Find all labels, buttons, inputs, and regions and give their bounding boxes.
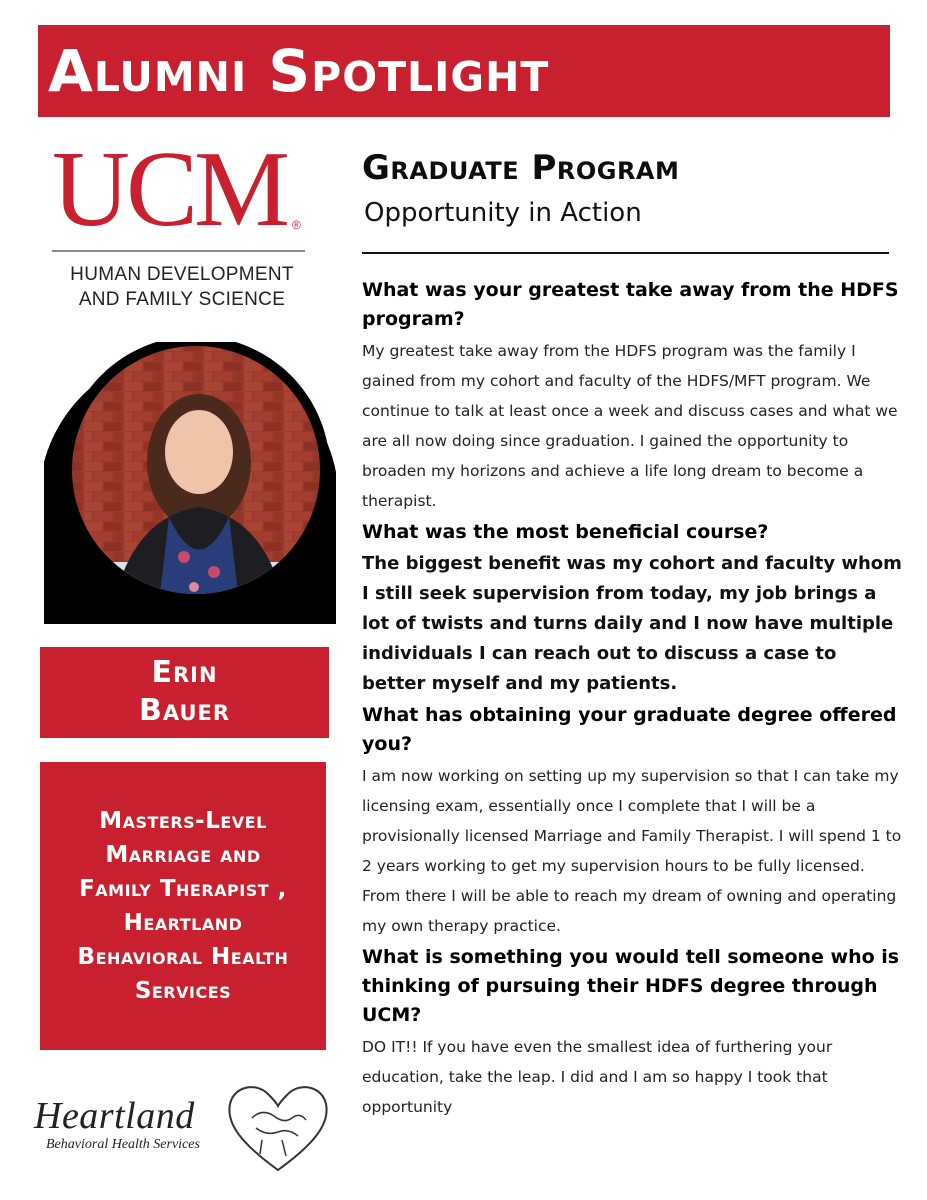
role-line: Masters-Level xyxy=(99,808,267,834)
heartland-logo xyxy=(28,1078,338,1178)
question: What has obtaining your graduate degree offered you? xyxy=(362,704,897,755)
last-name: Bauer xyxy=(138,693,231,728)
role-line: Family Therapist , xyxy=(79,876,287,902)
section-divider xyxy=(362,252,889,254)
answer: My greatest take away from the HDFS program was the family I gained from my cohort and faculty of the HDFS/MFT program. We continue to talk at least once a week and discuss cases and what we are all now doing since graduation. I gained the opportunity to broaden my horizons and achieve a life long dream to become a therapist. xyxy=(362,342,898,510)
profile-photo xyxy=(44,342,336,624)
ucm-logo: UCM xyxy=(52,130,287,249)
banner-title: Alumni Spotlight xyxy=(48,37,550,105)
logo-divider xyxy=(52,250,305,252)
role-line: Behavioral Health xyxy=(77,944,289,970)
heartland-tagline: Behavioral Health Services xyxy=(46,1137,200,1152)
answer: DO IT!! If you have even the smallest idea of furthering your education, take the leap. I did and I am so happy I took that opportunity xyxy=(362,1038,833,1116)
alumni-name-card xyxy=(40,647,329,738)
section-subtitle: Opportunity in Action xyxy=(364,198,642,228)
question: What is something you would tell someone who is thinking of pursuing their HDFS degree through UCM? xyxy=(362,946,900,1026)
answer: The biggest benefit was my cohort and faculty whom I still seek supervision from today, my job brings a lot of twists and turns daily and I now have multiple individuals I can reach out to discuss a case to better myself and my patients. xyxy=(362,553,902,694)
qa-section xyxy=(362,276,902,1124)
registered-mark: ® xyxy=(292,218,301,232)
department-name: HUMAN DEVELOPMENT AND FAMILY SCIENCE xyxy=(70,264,294,310)
role-line: Heartland xyxy=(123,910,243,936)
heartland-name: Heartland xyxy=(34,1095,195,1137)
section-title: Graduate Program xyxy=(362,148,680,188)
question: What was your greatest take away from the HDFS program? xyxy=(362,279,899,330)
title-banner xyxy=(38,25,890,117)
portrait-image xyxy=(44,342,336,624)
role-line: Marriage and xyxy=(105,842,261,868)
answer: I am now working on setting up my supervision so that I can take my licensing exam, essentially once I complete that I will be a provisionally licensed Marriage and Family Therapist. I will spend 1 to 2 years working to get my supervision hours to be fully licensed. From there I will be able to reach my dream of owning and operating my own therapy practice. xyxy=(362,767,902,935)
first-name: Erin xyxy=(151,655,218,690)
heart-horse-icon xyxy=(222,1078,334,1178)
question: What was the most beneficial course? xyxy=(362,521,769,543)
role-line: Services xyxy=(134,978,232,1004)
alumni-role-card xyxy=(40,762,326,1050)
